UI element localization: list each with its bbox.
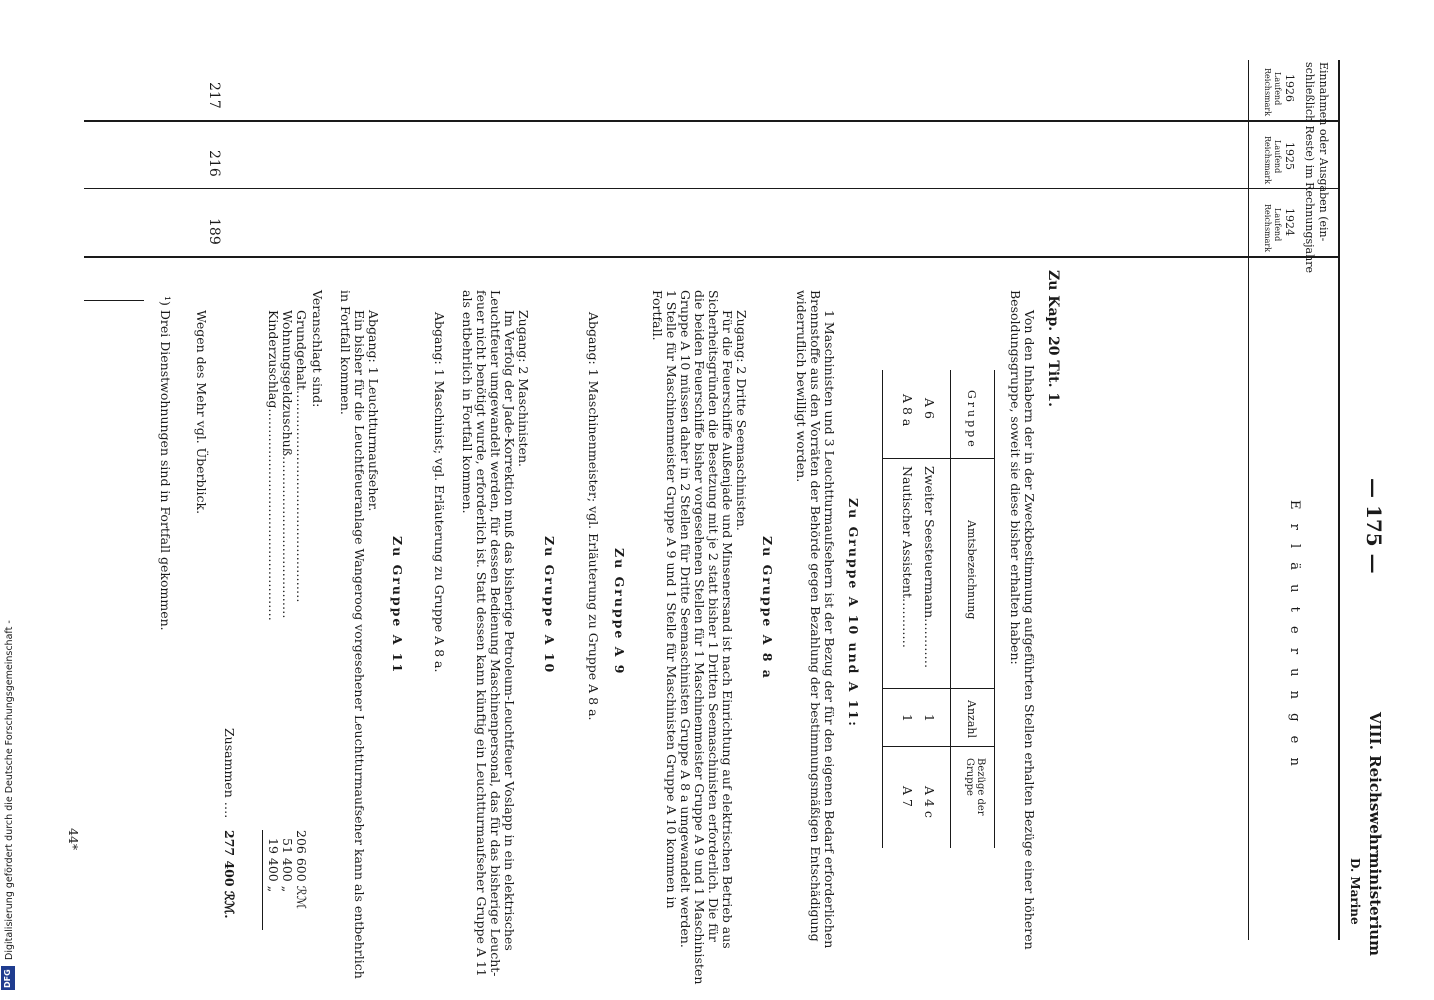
unit-1924-b: Reichsmark: [1263, 204, 1272, 253]
p2-line-5: Gruppe A 10 müssen daher in 2 Stellen für Dritte Seemaschinisten Gruppe A 8 a umgewandelt werden.: [678, 290, 693, 948]
p5-line-1: Abgang: 1 Leuchtturmaufseher.: [366, 310, 381, 512]
footnote: ¹) Drei Dienstwohnungen sind in Fortfall gekommen.: [158, 296, 173, 631]
table-r2-bezuege: A 7: [900, 786, 915, 807]
heading-a10: Zu Gruppe A 10: [542, 536, 557, 675]
year-1924: 1924: [1283, 208, 1296, 236]
table-r1-anzahl: 1: [922, 714, 937, 722]
page-number: — 175 —: [1362, 478, 1386, 574]
p2-line-4: die beiden Feuerschiffe bisher vorgesehenen Stellen für 1 Maschinenmeister Gruppe A 9 und 1 Maschinisten: [692, 290, 707, 985]
table-r1-gruppe: A 6: [922, 398, 937, 419]
page-heading: E r l ä u t e r u n g e n: [1287, 500, 1302, 771]
p5-line-3: in Fortfall kommen.: [338, 290, 353, 415]
ministry-title: VIII. Reichswehrministerium: [1366, 712, 1384, 957]
table-r2-amt: Nautischer Assistent…………: [900, 466, 915, 649]
table-header-gruppe: Gruppe: [965, 390, 978, 450]
p1-line-1: 1 Maschinisten und 3 Leuchtturmaufsehern ist der Bezug der für den eigenen Bedarf erforderlichen: [822, 310, 837, 949]
p2-line-3: Sicherheitsgründen die Besetzung mit je 2 statt bisher 1 Dritten Seemaschinisten erforderlich. Die für: [706, 290, 721, 942]
intro-line-1: Von den Inhabern der in der Zweckbestimmung aufgeführten Stellen erhalten Bezüge einer höheren: [1022, 310, 1037, 950]
unit-1926-b: Reichsmark: [1263, 68, 1272, 117]
signature-mark: 44*: [66, 828, 81, 851]
total-value: 277 400 ℛℳ.: [222, 830, 237, 919]
item-value-wohnung: 51 400 „: [280, 838, 295, 893]
table-header-bezuege: Bezüge der Gruppe: [964, 758, 986, 816]
top-rule: [1338, 60, 1340, 940]
p4-line-6: Abgang: 1 Maschinist; vgl. Erläuterung zu Gruppe A 8 a.: [432, 312, 447, 673]
p4-line-3: Leuchtfeuer umgewandelt werden, für dessen Bedienung Maschinenpersonal, das für das bisherige Leucht-: [488, 290, 503, 977]
heading-a9: Zu Gruppe A 9: [612, 548, 627, 676]
unit-1926-a: Laufend: [1273, 72, 1282, 106]
column-rule-1: [84, 120, 1338, 122]
p4-line-1: Zugang: 2 Maschinisten.: [516, 310, 531, 467]
p2-line-1: Zugang: 2 Dritte Seemaschinisten.: [734, 310, 749, 531]
value-1926: 217: [206, 82, 222, 109]
kap-heading: Zu Kap. 20 Tit. 1.: [1045, 270, 1061, 407]
value-1925: 216: [206, 150, 222, 177]
p5-line-4: Veranschlagt sind:: [310, 290, 325, 408]
item-value-kinder: 19 400 „: [266, 838, 281, 893]
item-value-grundgehalt: 206 600 ℛℳ: [294, 830, 309, 910]
p2-line-7: Fortfall.: [650, 290, 665, 341]
table-rule-top: [994, 370, 995, 848]
table-rule-header: [950, 370, 951, 848]
item-label-wohnung: Wohnungsgeldzuschuß…………………………………: [280, 310, 295, 619]
item-label-grundgehalt: Grundgehalt……………………………………………: [294, 310, 309, 603]
value-1924: 189: [206, 218, 222, 245]
section-title: D. Marine: [1348, 858, 1362, 925]
column-heading-line2: schließlich Reste) im Rechnungsjahre: [1303, 62, 1316, 273]
table-col-rule-2: [882, 688, 994, 689]
p4-line-4: feuer nicht benötigt wurde, erforderlich ist. Statt dessen kann künftig ein Leuchtturmaufseher Gruppe A 11: [474, 290, 489, 977]
table-col-rule-3: [882, 746, 994, 747]
p3-line: Abgang: 1 Maschinenmeister; vgl. Erläuterung zu Gruppe A 8 a.: [586, 312, 601, 721]
p2-line-2: Für die Feuerschiffe Außenjade und Minsenersand ist nach Einrichtung auf elektrischen Betrieb aus: [720, 310, 735, 949]
column-rule-2: [84, 188, 1338, 189]
year-1925: 1925: [1283, 142, 1296, 170]
heading-a8a: Zu Gruppe A 8 a: [760, 536, 775, 680]
table-col-rule-1: [882, 458, 994, 459]
table-r2-anzahl: 1: [900, 714, 915, 722]
unit-1924-a: Laufend: [1273, 208, 1282, 242]
dfg-logo: [1, 966, 15, 990]
sum-rule: [262, 830, 263, 930]
footnote-rule: [84, 300, 144, 301]
p4-line-5: als entbehrlich in Fortfall kommen.: [460, 290, 475, 514]
p4-line-2: Im Verfolg der Jade-Korrektion muß das bisherige Petroleum-Leuchtfeuer Voslapp in ein elektrisches: [502, 310, 517, 951]
table-header-anzahl: Anzahl: [965, 700, 978, 738]
p6-line: Wegen des Mehr vgl. Überblick.: [194, 310, 209, 515]
table-r1-bezuege: A 4 c: [922, 786, 937, 818]
p1-line-3: widerruflich bewilligt worden.: [794, 290, 809, 483]
unit-1925-b: Reichsmark: [1263, 136, 1272, 185]
text-column-rule: [1248, 60, 1249, 940]
table-r1-amt: Zweiter Seesteuermann…………: [922, 466, 937, 669]
p1-line-2: Brennstoffe aus den Vorräten der Behörde gegen Bezahlung der bestimmungsmäßigen Entschädigung: [808, 290, 823, 942]
dfg-logo-text: DFG: [3, 969, 12, 988]
intro-line-2: Besoldungsgruppe, soweit sie diese bisher erhalten haben:: [1008, 290, 1023, 665]
unit-1925-a: Laufend: [1273, 140, 1282, 174]
total-label: Zusammen ….: [222, 728, 237, 819]
p5-line-2: Ein bisher für die Leuchtfeueranlage Wangeroog vorgesehener Leuchtturmaufseher kann als entbehrlich: [352, 310, 367, 979]
year-1926: 1926: [1283, 74, 1296, 102]
p2-line-6: 1 Stelle für Maschinenmeister Gruppe A 9 und 1 Stelle für Maschinisten Gruppe A 10 kommen in: [664, 290, 679, 909]
table-rule-bottom: [882, 370, 883, 848]
item-label-kinder: Kinderzuschlag……………………………………………: [266, 310, 281, 621]
column-rule-3: [84, 256, 1338, 258]
table-header-amt: Amtsbezeichnung: [965, 520, 978, 620]
heading-a11: Zu Gruppe A 11: [390, 536, 405, 675]
heading-a10-a11: Zu Gruppe A 10 und A 11:: [846, 498, 861, 728]
table-r2-gruppe: A 8 a: [900, 394, 915, 427]
margin-note: Digitalisierung gefördert durch die Deutsche Forschungsgemeinschaft -: [4, 620, 15, 960]
column-heading-line1: Einnahmen oder Ausgaben (ein-: [1317, 62, 1330, 242]
